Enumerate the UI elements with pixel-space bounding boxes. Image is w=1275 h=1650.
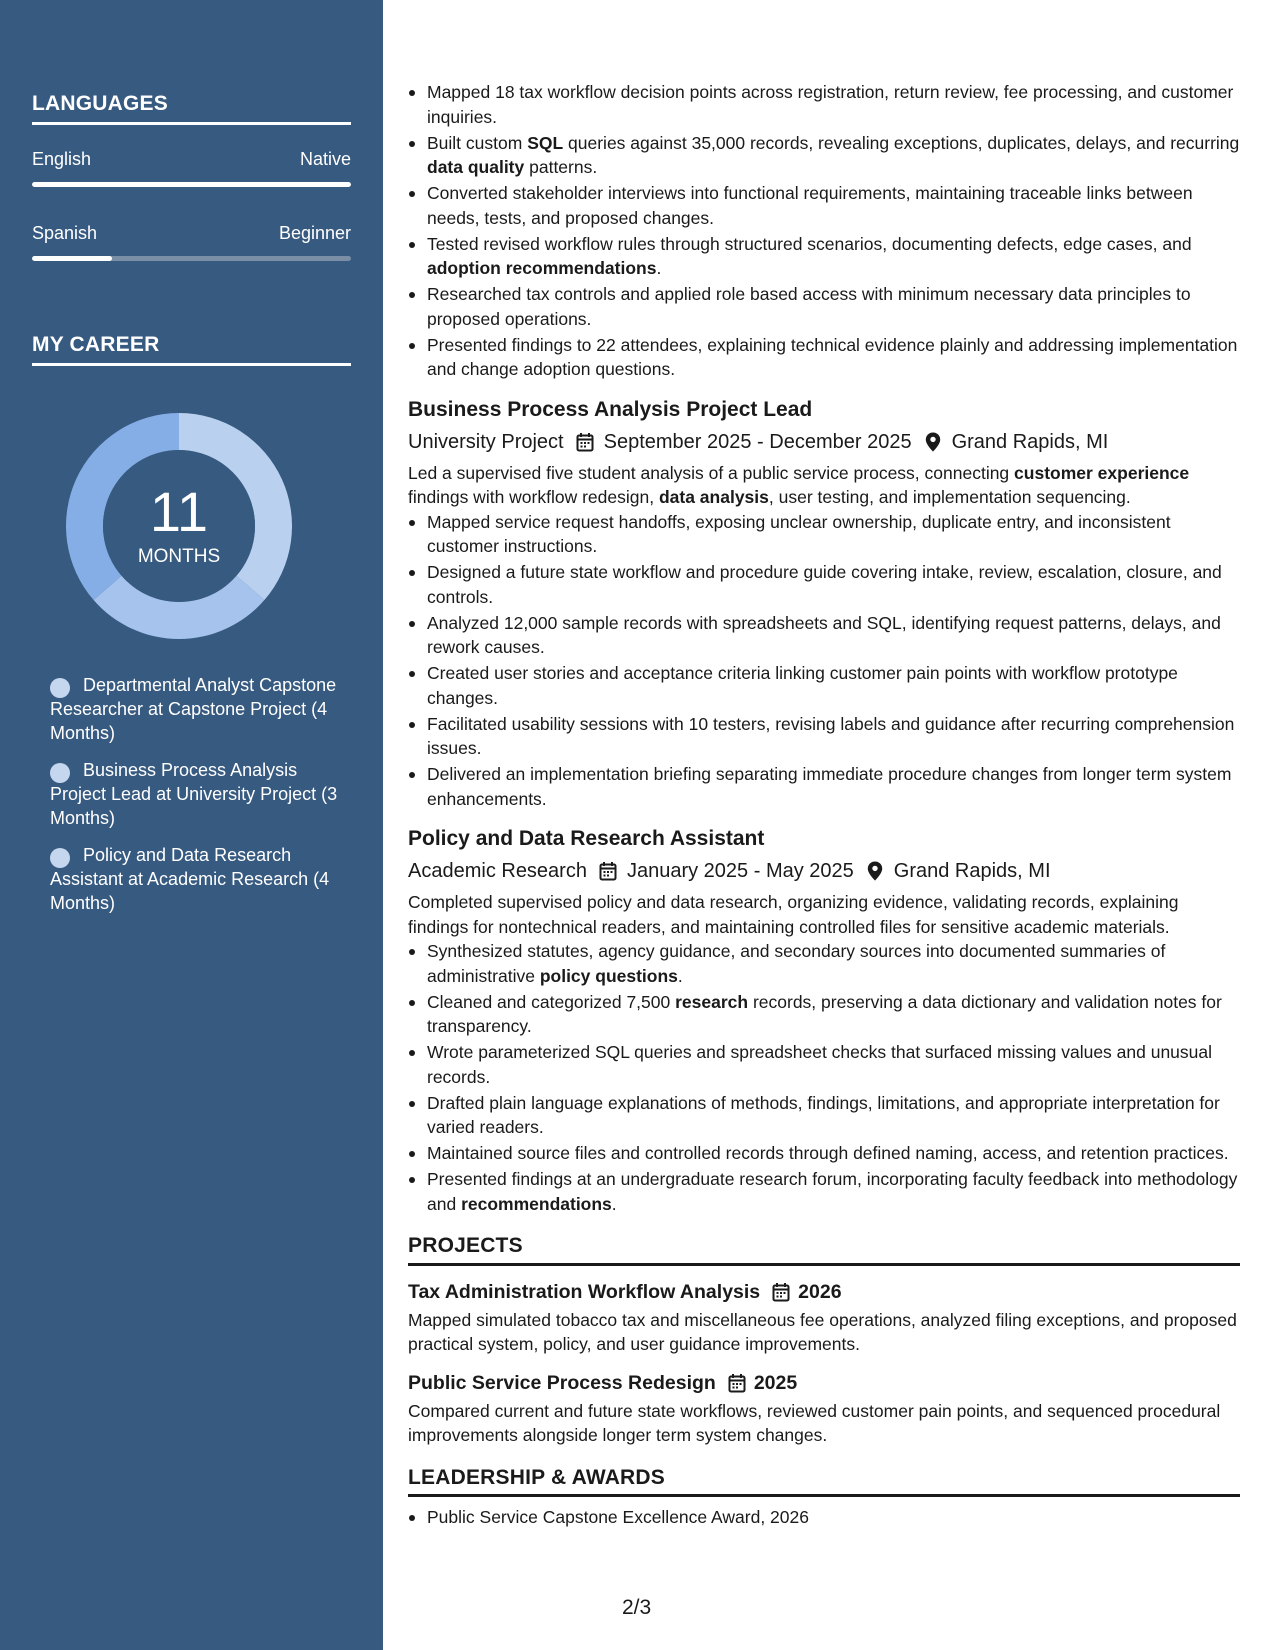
career-section (32, 333, 351, 366)
career-total-unit: MONTHS (137, 546, 221, 567)
location-pin-icon (924, 432, 942, 452)
bullet-item: Maintained source files and controlled records through defined naming, access, and retention practices. (408, 1141, 1240, 1166)
language-name: Spanish (32, 223, 98, 243)
job-summary: Completed supervised policy and data research, organizing evidence, validating records, explaining findings for nontechnical readers, and maintaining controlled files for sensitive academic materials. (408, 892, 1179, 937)
emphasis-text: SQL (527, 132, 564, 153)
calendar-icon (772, 1282, 790, 1302)
emphasis-text: research (675, 991, 749, 1012)
job-meta (408, 426, 1240, 458)
project-title-row (408, 1278, 1240, 1306)
calendar-icon (599, 861, 617, 881)
job-organization: Academic Research (408, 860, 587, 882)
awards-heading: LEADERSHIP & AWARDS (408, 1466, 1240, 1498)
legend-dot-icon (50, 678, 70, 698)
main-content (408, 80, 1240, 1531)
language-name: English (32, 149, 92, 169)
bullet-item: Drafted plain language explanations of methods, findings, limitations, and appropriate interpretation for varied readers. (408, 1091, 1240, 1140)
language-item (32, 149, 351, 187)
bullet-item: Presented findings at an undergraduate research forum, incorporating faculty feedback into methodology and recommendations. (408, 1167, 1240, 1216)
language-item (32, 223, 351, 261)
career-legend-label: Policy and Data Research Assistant at Academic Research (4 Months) (50, 845, 330, 913)
career-legend-item (50, 758, 340, 830)
emphasis-text: recommendations (461, 1193, 612, 1214)
career-legend-item (50, 673, 340, 745)
bullet-item: Built custom SQL queries against 35,000 records, revealing exceptions, duplicates, delays, and recurring data quality patterns. (408, 131, 1240, 180)
job-meta (408, 855, 1240, 887)
project-description: Compared current and future state workflows, reviewed customer pain points, and sequenced procedural improvements alongside longer term system changes. (408, 1400, 1221, 1445)
project-description: Mapped simulated tobacco tax and miscellaneous fee operations, analyzed filing exceptions, and proposed practical system, policy, and user guidance improvements. (408, 1309, 1237, 1354)
bullet-item: Delivered an implementation briefing separating immediate procedure changes from longer term system enhancements. (408, 762, 1240, 811)
job-dates: January 2025 - May 2025 (626, 860, 854, 882)
bullet-item: Presented findings to 22 attendees, explaining technical evidence plainly and addressing implementation and change adoption questions. (408, 333, 1240, 382)
emphasis-text: adoption recommendations (427, 258, 657, 278)
career-total-number: 11 (149, 480, 209, 543)
language-level: Beginner (278, 223, 351, 243)
award-item: Public Service Capstone Excellence Award, 2026 (408, 1505, 1240, 1530)
job-bullets (408, 510, 1240, 812)
legend-dot-icon (50, 848, 70, 868)
language-proficiency-bar (32, 182, 351, 187)
bullet-item: Mapped service request handoffs, exposing unclear ownership, duplicate entry, and inconsistent customer instructions. (408, 510, 1240, 559)
career-legend-item (50, 843, 340, 915)
page-number: 2/3 (622, 1596, 652, 1619)
job-title: Policy and Data Research Assistant (408, 827, 765, 850)
bullet-item: Created user stories and acceptance criteria linking customer pain points with workflow prototype changes. (408, 661, 1240, 710)
job-entry (408, 396, 1240, 812)
career-legend (50, 673, 340, 928)
projects-heading: PROJECTS (408, 1234, 1240, 1266)
bullet-item: Tested revised workflow rules through structured scenarios, documenting defects, edge cases, and adoption recommendations. (408, 232, 1240, 281)
project-entry (408, 1278, 1240, 1357)
language-proficiency-bar (32, 256, 351, 261)
job-organization: University Project (408, 430, 564, 453)
location-pin-icon (866, 861, 884, 881)
career-legend-label: Business Process Analysis Project Lead at University Project (3 Months) (50, 760, 338, 828)
emphasis-text: policy questions (539, 965, 678, 986)
legend-dot-icon (50, 763, 70, 783)
language-level: Native (299, 149, 351, 169)
emphasis-text: data analysis (658, 487, 769, 507)
project-year: 2025 (753, 1371, 798, 1394)
emphasis-text: data quality (427, 157, 525, 177)
project-title-row (408, 1369, 1240, 1397)
job-title: Business Process Analysis Project Lead (408, 397, 813, 421)
job-location: Grand Rapids, MI (893, 860, 1051, 882)
project-entry (408, 1369, 1240, 1448)
job-bullets (408, 939, 1240, 1216)
project-title: Tax Administration Workflow Analysis (408, 1280, 761, 1303)
previous-job-bullets (408, 80, 1240, 382)
calendar-icon (576, 432, 594, 452)
career-total (66, 413, 292, 639)
project-title: Public Service Process Redesign (408, 1371, 716, 1394)
bullet-item: Cleaned and categorized 7,500 research records, preserving a data dictionary and validation notes for transparency. (408, 990, 1240, 1039)
project-year: 2026 (798, 1280, 842, 1303)
awards-list (408, 1505, 1240, 1530)
job-location: Grand Rapids, MI (951, 430, 1109, 453)
language-proficiency-fill (32, 256, 112, 261)
bullet-item: Facilitated usability sessions with 10 testers, revising labels and guidance after recurring comprehension issues. (408, 712, 1240, 761)
languages-heading: LANGUAGES (32, 92, 351, 125)
bullet-item: Mapped 18 tax workflow decision points across registration, return review, fee processing, and customer inquiries. (408, 80, 1240, 129)
job-dates: September 2025 - December 2025 (603, 430, 912, 453)
bullet-item: Wrote parameterized SQL queries and spreadsheet checks that surfaced missing values and unusual records. (408, 1040, 1240, 1089)
bullet-item: Researched tax controls and applied role based access with minimum necessary data principles to proposed operations. (408, 282, 1240, 331)
language-proficiency-fill (32, 182, 351, 187)
bullet-item: Designed a future state workflow and procedure guide covering intake, review, escalation, closure, and controls. (408, 560, 1240, 609)
job-summary: Led a supervised five student analysis of a public service process, connecting customer experience findings with workflow redesign, data analysis, user testing, and implementation sequencing. (408, 462, 1190, 507)
bullet-item: Analyzed 12,000 sample records with spreadsheets and SQL, identifying request patterns, delays, and rework causes. (408, 611, 1240, 660)
sidebar (0, 0, 383, 1650)
bullet-item: Converted stakeholder interviews into functional requirements, maintaining traceable links between needs, tests, and proposed changes. (408, 181, 1240, 230)
calendar-icon (728, 1373, 746, 1393)
career-donut-chart (66, 413, 292, 639)
bullet-item: Synthesized statutes, agency guidance, and secondary sources into documented summaries of administrative policy questions. (408, 939, 1240, 988)
career-heading: MY CAREER (32, 333, 351, 366)
emphasis-text: customer experience (1014, 462, 1190, 483)
job-entry (408, 825, 1240, 1216)
languages-section (32, 92, 351, 261)
career-legend-label: Departmental Analyst Capstone Researcher at Capstone Project (4 Months) (50, 675, 337, 743)
